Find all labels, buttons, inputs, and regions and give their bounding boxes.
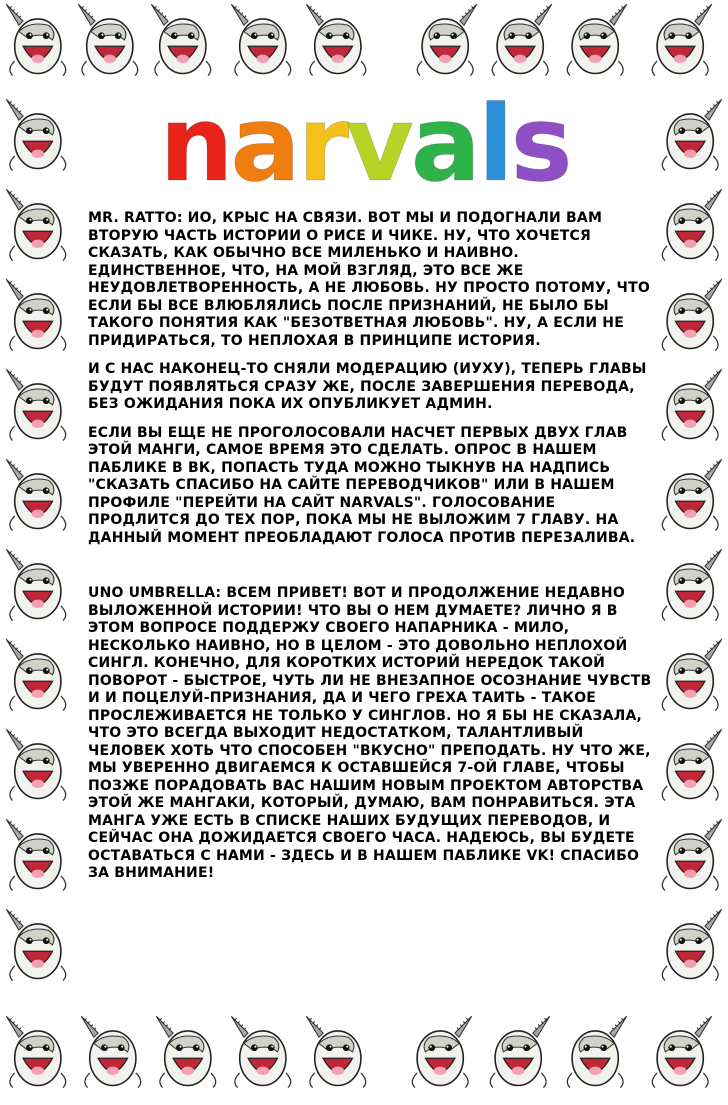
narwhal-icon [490, 1016, 549, 1087]
narwhal-icon [652, 4, 711, 75]
narwhal-icon [78, 4, 137, 75]
logo-letter: a [410, 83, 478, 205]
narwhal-icon [156, 1016, 215, 1087]
narwhal-icon [662, 639, 721, 710]
narwhal-icon [662, 99, 721, 170]
logo-letter: a [230, 83, 298, 205]
narwhal-icon [492, 4, 551, 75]
note-paragraph-umbrella: UNO UMBRELLA: ВСЕМ ПРИВЕТ! ВОТ И ПРОДОЛЖЕНИЕ НЕДАВНО ВЫЛОЖЕННОЙ ИСТОРИИ! ЧТО ВЫ О НЕМ ДУМАЕТЕ? ЛИЧНО Я В ЭТОМ ВОПРОСЕ ПОДДЕРЖУ СВОЕГО НАПАРНИКА - МИЛО, НЕСКОЛЬКО НАИВНО, НО В ЦЕЛОМ - ЭТО ДОВОЛЬНО НЕПЛОХОЙ СИНГЛ. КОНЕЧНО, ДЛЯ КОРОТКИХ ИСТОРИЙ НЕРЕДОК ТАКОЙ ПОВОРОТ - БЫСТРОЕ, ЧУТЬ ЛИ НЕ ВНЕЗАПНОЕ ОСОЗНАНИЕ ЧУВСТВ И И ПОЦЕЛУЙ-ПРИЗНАНИЯ, ДА И ЧЕГО ГРЕХА ТАИТЬ - ТАКОЕ ПРОСЛЕЖИВАЕТСЯ НЕ ТОЛЬКО У СИНГЛОВ. НО Я БЫ НЕ СКАЗАЛА, ЧТО ЭТО ВСЕГДА ВЫХОДИТ НЕДОСТАТКОМ, ТАЛАНТЛИВЫЙ ЧЕЛОВЕК ХОТЬ ЧТО СПОСОБЕН "ВКУСНО" ПРЕПОДАТЬ. НУ ЧТО ЖЕ, МЫ УВЕРЕННО ДВИГАЕМСЯ К ОСТАВШЕЙСЯ 7-ОЙ ГЛАВЕ, ЧТОБЫ ПОЗЖЕ ПОРАДОВАТЬ ВАС НАШИМ НОВЫМ ПРОЕКТОМ АВТОРСТВА ЭТОЙ ЖЕ МАНГАКИ, КОТОРЫЙ, ДУМАЮ, ВАМ ПОНРАВИТЬСЯ. ЭТА МАНГА УЖЕ ЕСТЬ В СПИСКЕ НАШИХ БУДУЩИХ ПЕРЕВОДОВ, И СЕЙЧАС ОНА ДОЖИДАЕТСЯ СВОЕГО ЧАСА. НАДЕЮСЬ, ВЫ БУДЕТЕ ОСТАВАТЬСЯ С НАМИ - ЗДЕСЬ И В НАШЕМ ПАБЛИКЕ VK! СПАСИБО ЗА ВНИМАНИЕ! [88, 585, 652, 881]
narwhal-icon [306, 1016, 365, 1087]
logo-letter: s [510, 83, 570, 205]
narwhal-icon [412, 1016, 471, 1087]
narwhal-icon [662, 459, 721, 530]
logo-letter: r [297, 83, 346, 205]
narwhal-icon [6, 4, 65, 75]
logo-letter: l [477, 83, 511, 205]
note-paragraph-moderation: И С НАС НАКОНЕЦ-ТО СНЯЛИ МОДЕРАЦИЮ (ИУХУ), ТЕПЕРЬ ГЛАВЫ БУДУТ ПОЯВЛЯТЬСЯ СРАЗУ ЖЕ, ПОСЛЕ ЗАВЕРШЕНИЯ ПЕРЕВОДА, БЕЗ ОЖИДАНИЯ ПОКА ИХ ОПУБЛИКУЕТ АДМИН. [88, 361, 647, 412]
narwhal-icon [662, 369, 721, 440]
narwhal-icon [6, 549, 65, 620]
narwhal-icon [6, 459, 65, 530]
narwhal-icon [6, 99, 65, 170]
narwhal-icon [652, 1016, 711, 1087]
narwhal-icon [81, 1016, 140, 1087]
narwhal-icon [6, 639, 65, 710]
translator-notes [88, 210, 654, 894]
narwhal-icon [6, 279, 65, 350]
narwhal-icon [567, 4, 626, 75]
narwhal-icon [662, 549, 721, 620]
narwhal-icon [6, 909, 65, 980]
logo-letter: v [345, 83, 411, 205]
narwhal-icon [6, 189, 65, 260]
narwhal-icon [6, 369, 65, 440]
narwhal-icon [662, 189, 721, 260]
narwhal-icon [662, 909, 721, 980]
narwhal-icon [306, 4, 365, 75]
note-paragraph-ratto: MR. RATTO: ИО, КРЫС НА СВЯЗИ. ВОТ МЫ И ПОДОГНАЛИ ВАМ ВТОРУЮ ЧАСТЬ ИСТОРИИ О РИСЕ И ЧИКЕ. НУ, ЧТО ХОЧЕТСЯ СКАЗАТЬ, КАК ОБЫЧНО ВСЕ МИЛЕНЬКО И НАИВНО. ЕДИНСТВЕННОЕ, ЧТО, НА МОЙ ВЗГЛЯД, ЭТО ВСЕ ЖЕ НЕУДОВЛЕТВОРЕННОСТЬ, А НЕ ЛЮБОВЬ. НУ ПРОСТО ПОТОМУ, ЧТО ЕСЛИ БЫ ВСЕ ВЛЮБЛЯЛИСЬ ПОСЛЕ ПРИЗНАНИЙ, НЕ БЫЛО БЫ ТАКОГО ПОНЯТИЯ КАК "БЕЗОТВЕТНАЯ ЛЮБОВЬ". НУ, А ЕСЛИ НЕ ПРИДИРАТЬСЯ, ТО НЕПЛОХАЯ В ПРИНЦИПЕ ИСТОРИЯ. [88, 210, 650, 349]
logo-letter: n [159, 83, 231, 205]
narwhal-icon [662, 279, 721, 350]
narwhal-icon [151, 4, 210, 75]
narvals-logo [112, 83, 617, 205]
narwhal-icon [6, 819, 65, 890]
narwhal-icon [6, 1016, 65, 1087]
narwhal-icon [231, 4, 290, 75]
narwhal-icon [6, 729, 65, 800]
narwhal-icon [662, 819, 721, 890]
narwhal-icon [231, 1016, 290, 1087]
narwhal-icon [417, 4, 476, 75]
narwhal-icon [567, 1016, 626, 1087]
note-paragraph-poll: ЕСЛИ ВЫ ЕЩЕ НЕ ПРОГОЛОСОВАЛИ НАСЧЕТ ПЕРВЫХ ДВУХ ГЛАВ ЭТОЙ МАНГИ, САМОЕ ВРЕМЯ ЭТО СДЕЛАТЬ. ОПРОС В НАШЕМ ПАБЛИКЕ В ВК, ПОПАСТЬ ТУДА МОЖНО ТЫКНУВ НА НАДПИСЬ "СКАЗАТЬ СПАСИБО НА САЙТЕ ПЕРЕВОДЧИКОВ" ИЛИ В НАШЕМ ПРОФИЛЕ "ПЕРЕЙТИ НА САЙТ NARVALS". ГОЛОСОВАНИЕ ПРОДЛИТСЯ ДО ТЕХ ПОР, ПОКА МЫ НЕ ВЫЛОЖИМ 7 ГЛАВУ. НА ДАННЫЙ МОМЕНТ ПРЕОБЛАДАЮТ ГОЛОСА ПРОТИВ ПЕРЕЗАЛИВА. [88, 424, 636, 546]
narwhal-icon [662, 729, 721, 800]
